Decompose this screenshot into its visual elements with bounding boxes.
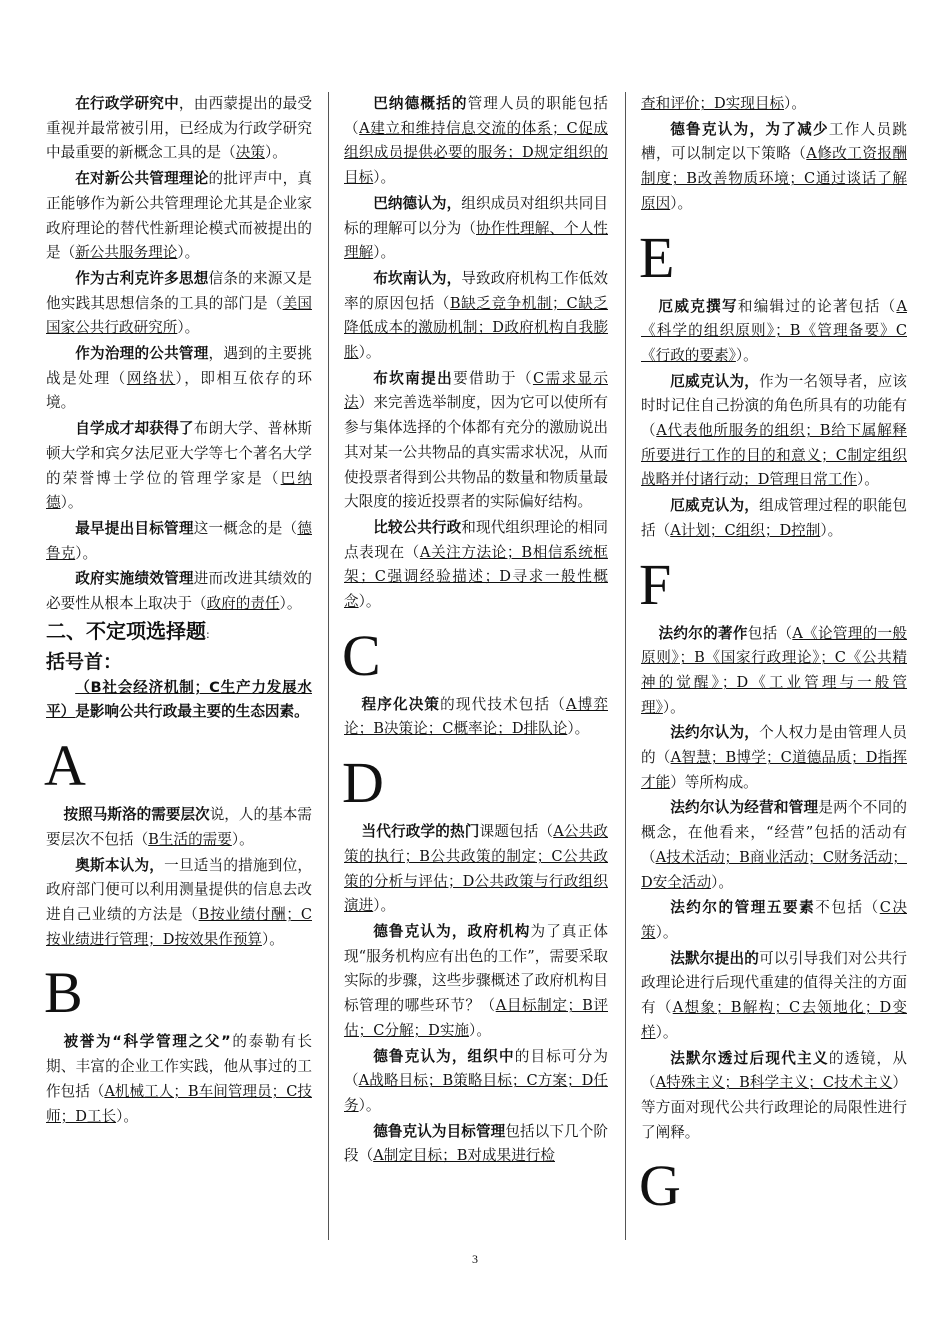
question-text: 作为一名领导者，应该时时记住自己扮演的角色所具有的功能有（	[641, 372, 907, 440]
question-text: 个人权力是由管理人员的（	[641, 724, 907, 767]
question-keyword: 奥斯本认为，	[75, 856, 165, 874]
question-text: 的泰勒有长期、丰富的企业工作实践，他从事过的工作包括（	[46, 1033, 312, 1100]
question-end: ）。	[373, 244, 396, 262]
question-item	[641, 118, 907, 217]
question-text: 组织成员对组织共同目标的理解可以分为（	[344, 194, 608, 237]
question-end: ）。	[231, 830, 254, 848]
question-item	[46, 167, 312, 266]
question-end: ）。	[373, 897, 396, 915]
answer-text: A建立和维持信息交流的体系；C促成组织成员提供必要的服务；D规定组织的目标	[344, 119, 608, 187]
question-item	[641, 947, 907, 1046]
question-item	[641, 1047, 907, 1146]
question-keyword: 巴纳德概括的	[373, 95, 468, 112]
question-end: ）。	[358, 344, 381, 362]
column-1	[46, 92, 312, 1130]
question-end: ）。	[116, 1107, 138, 1125]
question-item	[344, 920, 608, 1044]
question-item	[46, 517, 312, 566]
question-keyword: 在对新公共管理理论	[75, 170, 209, 188]
question-text: 组成管理过程的职能包括（	[641, 497, 907, 539]
question-text: 包括以下几个阶段（	[344, 1122, 608, 1165]
question-keyword: 作为古利克许多思想	[75, 269, 209, 287]
question-keyword: 巴纳德认为，	[373, 194, 462, 212]
question-end: ）等方面对现代公共行政理论的局限性进行了阐释。	[641, 1074, 907, 1141]
question-end: ）。	[358, 593, 381, 611]
question-item	[344, 693, 608, 742]
answer-text: A《论管理的一般原则》；B《国家行政理论》；C《公共精神的觉醒》；D《工业管理与一般管理》	[641, 624, 907, 716]
question-end: ）。	[820, 521, 843, 539]
answer-text: 协作性理解、个人性理解	[344, 219, 608, 262]
question-text: 不包括（	[815, 899, 880, 917]
answer-text: A智慧；B博学；C道德品质；D指挥才能	[641, 749, 907, 791]
question-text: 导致政府机构工作低效率的原因包括（	[344, 269, 608, 312]
question-keyword: 法默尔提出的	[670, 949, 760, 967]
answer-text: A公共政策的执行；B公共政策的制定；C公共政策的分析与评估；D公共政策与行政组织演进	[344, 823, 608, 915]
index-letter-a: A	[44, 733, 86, 799]
question-text: 一旦适当的措施到位，政府部门便可以利用测量提供的信息去改进自己业绩的方法是（	[46, 856, 312, 923]
question-keyword: 自学成才却获得了	[75, 420, 194, 438]
answer-text: 网络状	[126, 369, 176, 387]
index-letter-g: G	[639, 1153, 681, 1219]
answer-text: 决策	[235, 144, 265, 162]
question-item	[46, 342, 312, 416]
section-title-text: 二、不定项选择题	[46, 618, 206, 643]
question-item	[46, 676, 312, 725]
question-end: ）。	[373, 169, 396, 187]
column-3	[641, 92, 907, 1223]
question-keyword: 在行政学研究中	[75, 95, 179, 112]
answer-text: B缺乏竞争机制；C缺乏降低成本的激励机制；D政府机构自我膨胀	[344, 294, 608, 362]
sub-title: 括号首：	[46, 650, 123, 673]
column-divider	[625, 92, 626, 1240]
question-item	[46, 854, 312, 953]
question-end: ）。	[567, 720, 590, 738]
question-keyword: 比较公共行政	[373, 518, 462, 536]
question-keyword: 厄威克认为，	[670, 372, 760, 390]
answer-text: A代表他所服务的组织；B给下属解释所要进行工作的目的和意义；C制定组织战略并付诸行动；D管理日常工作	[641, 422, 907, 489]
question-keyword: 德鲁克认为，组织中	[373, 1047, 515, 1065]
question-keyword: 厄威克认为，	[670, 497, 760, 515]
section-title-colon: :	[206, 627, 210, 641]
answer-text: 德鲁克	[46, 519, 312, 562]
question-text: ，遇到的主要挑战是处理（	[46, 345, 312, 387]
question-item	[641, 370, 907, 494]
answer-text: 巴纳德	[46, 469, 312, 512]
answer-text: A战略目标；B策略目标；C方案；D任务	[344, 1072, 608, 1114]
question-end: ）。	[469, 1021, 491, 1039]
question-keyword: 政府实施绩效管理	[75, 570, 194, 588]
answer-text: C需求显示法	[344, 369, 608, 412]
index-letter-e: E	[639, 224, 675, 290]
question-keyword: 德鲁克认为目标管理	[373, 1122, 506, 1140]
question-text: 的目标可分为（	[344, 1047, 608, 1090]
question-text: 的现代技术包括（	[440, 695, 566, 713]
answer-text: A博弈论；B决策论；C概率论；D排队论	[344, 695, 608, 738]
index-letter-f: F	[639, 551, 672, 617]
question-keyword: 法约尔认为经营和管理	[670, 799, 819, 817]
question-item	[46, 567, 312, 616]
question-item	[344, 267, 608, 366]
question-text: 的透镜，从（	[641, 1049, 907, 1092]
question-keyword: 厄威克撰写	[658, 297, 738, 315]
column-divider	[328, 92, 329, 1240]
answer-text: A修改工资报酬制度；B改善物质环境；C通过谈话了解原因	[641, 145, 907, 212]
question-end: ）。	[264, 144, 287, 162]
answer-text: A计划；C组织；D控制	[670, 521, 821, 539]
question-item	[641, 295, 907, 369]
question-keyword: 最早提出目标管理	[75, 519, 194, 537]
question-text: 管理人员的职能包括（	[344, 95, 608, 137]
answer-text: A制定目标；B对成果进行检	[373, 1147, 555, 1165]
question-continuation	[641, 92, 907, 117]
question-item	[46, 267, 312, 341]
question-item	[641, 622, 907, 721]
answer-text: A关注方法论；B相信系统框架；C强调经验描述；D寻求一般性概念	[344, 543, 608, 611]
question-text: 和编辑过的论著包括（	[737, 297, 897, 315]
question-end: ）。	[358, 1096, 381, 1114]
index-letter-d: D	[342, 750, 384, 816]
index-letter-b: B	[44, 960, 83, 1026]
question-end: ）。	[784, 95, 806, 112]
question-keyword: 法约尔认为，	[670, 724, 760, 742]
question-end: ），即相互依存的环境。	[46, 369, 312, 412]
question-end: ）。	[857, 471, 879, 489]
question-keyword: 布坎南认为，	[373, 269, 462, 287]
index-letter-c: C	[342, 622, 381, 688]
question-end: ）。	[279, 595, 302, 613]
answer-text: A《科学的组织原则》；B《管理备要》C《行政的要素》	[641, 297, 907, 364]
question-text: 的批评声中，真正能够作为新公共管理理论尤其是企业家政府理论的替代性新理论模式而被提出的是（	[46, 170, 312, 262]
question-item	[344, 516, 608, 615]
page-number: 3	[472, 1252, 478, 1266]
question-item	[344, 1045, 608, 1119]
question-item	[344, 1120, 608, 1169]
answer-text: 新公共服务理论	[75, 244, 178, 262]
question-item	[46, 1030, 312, 1129]
question-text: 课题包括（	[479, 823, 554, 841]
question-end: ）。	[735, 346, 758, 364]
question-item	[46, 803, 312, 852]
question-keyword: 程序化决策	[361, 695, 441, 713]
question-text: 进而改进其绩效的必要性从根本上取决于（	[46, 570, 312, 613]
question-keyword: 法约尔的管理五要素	[670, 899, 816, 917]
question-item	[641, 796, 907, 895]
question-item	[46, 417, 312, 516]
question-text: 是影响公共行政最主要的生态因素。	[75, 703, 309, 721]
question-text: 布朗大学、普林斯顿大学和宾夕法尼亚大学等七个著名大学的荣誉博士学位的管理学家是（	[46, 420, 312, 487]
question-keyword: 当代行政学的热门	[361, 823, 480, 841]
answer-text: A技术活动；B商业活动；C财务活动；D安全活动	[641, 848, 907, 891]
question-keyword: 法默尔透过后现代主义	[670, 1049, 829, 1067]
question-text: 这一概念的是（	[193, 519, 298, 537]
question-keyword: 布坎南提出	[373, 369, 454, 387]
question-end: ）。	[655, 1023, 678, 1041]
question-text: 为了真正体现“服务机构应有出色的工作”，需要采取实际的步骤，这些步骤概述了政府机构目标管理的哪些环节？（	[344, 922, 608, 1015]
question-end: ）。	[177, 244, 200, 262]
question-keyword: 德鲁克认为，政府机构	[373, 922, 531, 940]
question-keyword: 被誉为“科学管理之父”	[63, 1033, 231, 1051]
question-end: ）。	[177, 319, 200, 337]
answer-text: B按业绩付酬；C按业绩进行管理；D按效果作预算	[46, 905, 312, 948]
question-text: 说，人的基本需要层次不包括（	[46, 806, 312, 848]
question-item	[344, 192, 608, 266]
question-keyword: 作为治理的公共管理	[75, 345, 209, 363]
question-item	[641, 494, 907, 543]
question-text: ，由西蒙提出的最受重视并最常被引用，已经成为行政学研究中最重要的新概念工具的是（	[46, 95, 312, 162]
question-end: ）。	[655, 923, 678, 941]
question-text: 和现代组织理论的相同点表现在（	[344, 518, 608, 561]
answer-text: 查和评价；D实现目标	[641, 95, 785, 112]
answer-text: A目标制定；B评估；C分解；D实施	[344, 997, 608, 1039]
column-2	[344, 92, 608, 1170]
question-keyword: 按照马斯洛的需要层次	[63, 806, 210, 824]
answer-text: A特殊主义；B科学主义；C技术主义	[655, 1074, 893, 1092]
question-end: ）。	[262, 930, 284, 948]
question-item	[46, 92, 312, 166]
question-end: ）来完善选举制度，因为它可以使所有参与集体选择的个体都有充分的激励说出其对某一公共物品的真实需求状况，从而使投票者得到公共物品的数量和物质量最大限度的接近投票者的实际偏好结构。	[344, 394, 608, 511]
answer-text: 美国国家公共行政研究所	[46, 294, 312, 337]
answer-text: A机械工人；B车间管理员；C技师；D工长	[46, 1082, 312, 1125]
answer-text: C决策	[641, 899, 907, 941]
question-text: 信条的来源又是他实践其思想信条的工具的部门是（	[46, 269, 312, 312]
question-item	[344, 820, 608, 919]
question-end: ）。	[662, 698, 685, 716]
answer-text: A想象；B解构；C去领地化；D变样	[641, 999, 907, 1041]
answer-text: 政府的责任	[206, 595, 280, 613]
question-text: 是两个不同的概念，在他看来，“经营”包括的活动有（	[641, 799, 907, 866]
question-keyword: 法约尔的著作	[658, 624, 748, 642]
question-item	[344, 92, 608, 191]
section-title	[46, 618, 312, 648]
question-end: ）等所构成。	[670, 773, 758, 791]
question-item	[344, 367, 608, 515]
question-text: 工作人员跳槽，可以制定以下策略（	[641, 120, 907, 163]
question-end: ）。	[75, 544, 98, 562]
answer-text: （B社会经济机制；C生产力发展水平）	[46, 678, 312, 721]
question-end: ）。	[711, 873, 733, 891]
question-end: ）。	[670, 194, 693, 212]
answer-text: B生活的需要	[148, 830, 232, 848]
question-text: 包括（	[747, 624, 793, 642]
question-keyword: 德鲁克认为，为了减少	[670, 120, 829, 138]
question-end: ）。	[60, 494, 83, 512]
question-text: 要借助于（	[453, 369, 533, 387]
question-text: 可以引导我们对公共行政理论进行后现代重建的值得关注的方面有（	[641, 949, 907, 1017]
question-item	[641, 896, 907, 945]
question-item	[641, 721, 907, 795]
